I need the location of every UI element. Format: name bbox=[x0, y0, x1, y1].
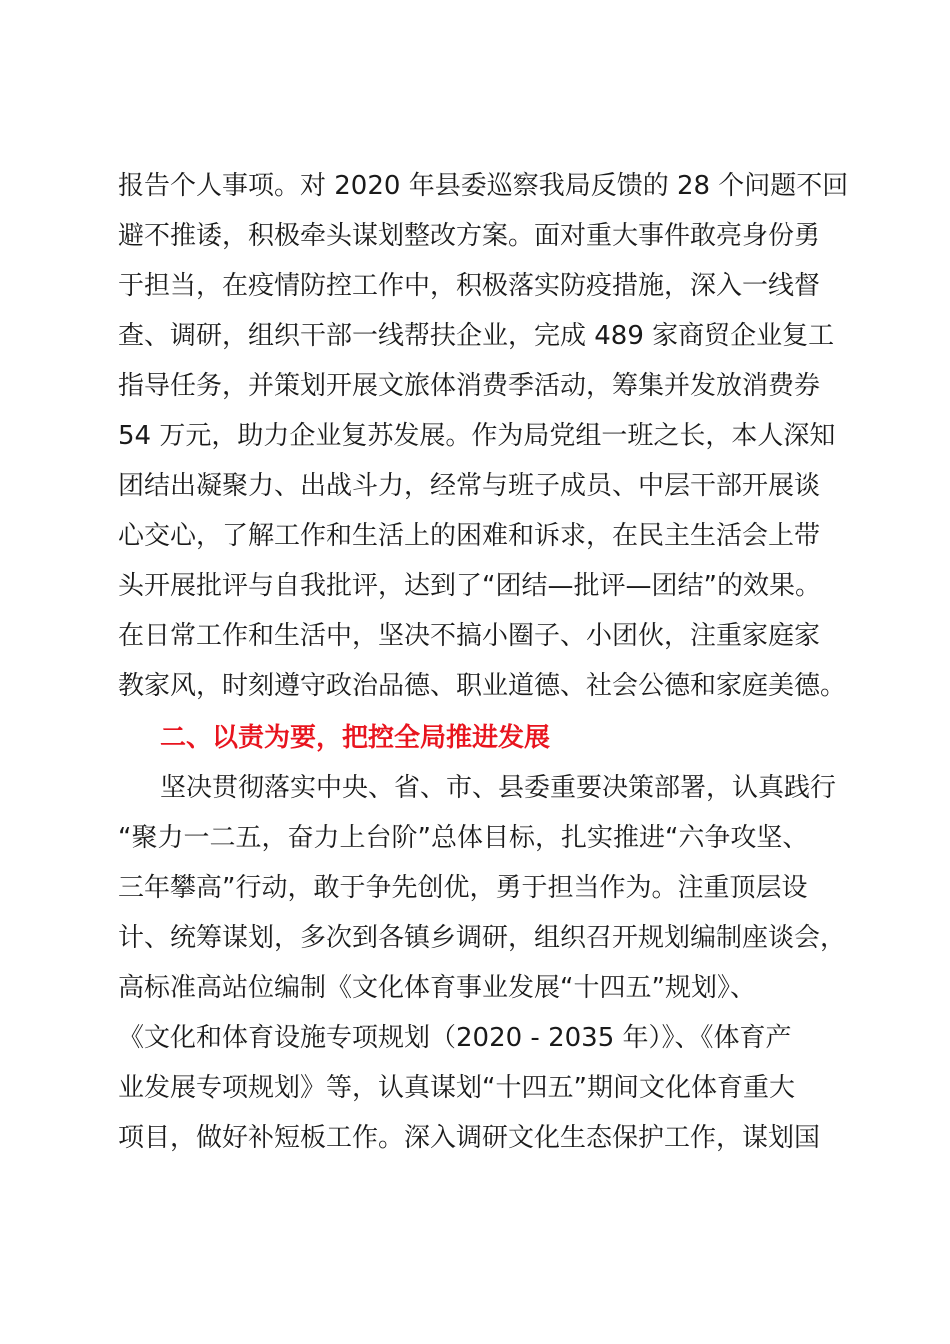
paragraph-line: 团结出凝聚力、出战斗力，经常与班子成员、中层干部开展谈 bbox=[118, 471, 821, 501]
paragraph-line: 在日常工作和生活中，坚决不搞小圈子、小团伙，注重家庭家 bbox=[118, 621, 821, 651]
paragraph-line: 高标准高站位编制《文化体育事业发展“十四五”规划》、 bbox=[118, 973, 756, 1003]
paragraph-line: 查、调研，组织干部一线帮扶企业，完成 489 家商贸企业复工 bbox=[118, 321, 835, 351]
paragraph-line: “聚力一二五，奋力上台阶”总体目标，扎实推进“六争攻坚、 bbox=[118, 823, 809, 853]
paragraph-line: 项目，做好补短板工作。深入调研文化生态保护工作，谋划国 bbox=[118, 1123, 821, 1153]
paragraph-line: 于担当，在疫情防控工作中，积极落实防疫措施，深入一线督 bbox=[118, 271, 821, 301]
paragraph-line: 业发展专项规划》等，认真谋划“十四五”期间文化体育重大 bbox=[118, 1073, 795, 1103]
paragraph-line: 三年攀高”行动，敢于争先创优，勇于担当作为。注重顶层设 bbox=[118, 873, 808, 903]
paragraph-line: 心交心，了解工作和生活上的困难和诉求，在民主生活会上带 bbox=[118, 521, 821, 551]
paragraph-line: 54 万元，助力企业复苏发展。作为局党组一班之长，本人深知 bbox=[118, 421, 836, 451]
paragraph-line: 《文化和体育设施专项规划（2020 - 2035 年）》、《体育产 bbox=[118, 1023, 792, 1053]
section-heading: 二、以责为要，把控全局推进发展 bbox=[160, 723, 551, 753]
paragraph-line: 教家风，时刻遵守政治品德、职业道德、社会公德和家庭美德。 bbox=[118, 671, 847, 701]
paragraph-line: 计、统筹谋划，多次到各镇乡调研，组织召开规划编制座谈会， bbox=[118, 923, 847, 953]
paragraph-line: 头开展批评与自我批评，达到了“团结—批评—团结”的效果。 bbox=[118, 571, 821, 601]
paragraph-line: 避不推诿，积极牵头谋划整改方案。面对重大事件敢亮身份勇 bbox=[118, 221, 821, 251]
paragraph-line: 坚决贯彻落实中央、省、市、县委重要决策部署，认真践行 bbox=[160, 773, 837, 803]
paragraph-line: 报告个人事项。对 2020 年县委巡察我局反馈的 28 个问题不回 bbox=[118, 171, 849, 201]
paragraph-line: 指导任务，并策划开展文旅体消费季活动，筹集并发放消费券 bbox=[118, 371, 821, 401]
